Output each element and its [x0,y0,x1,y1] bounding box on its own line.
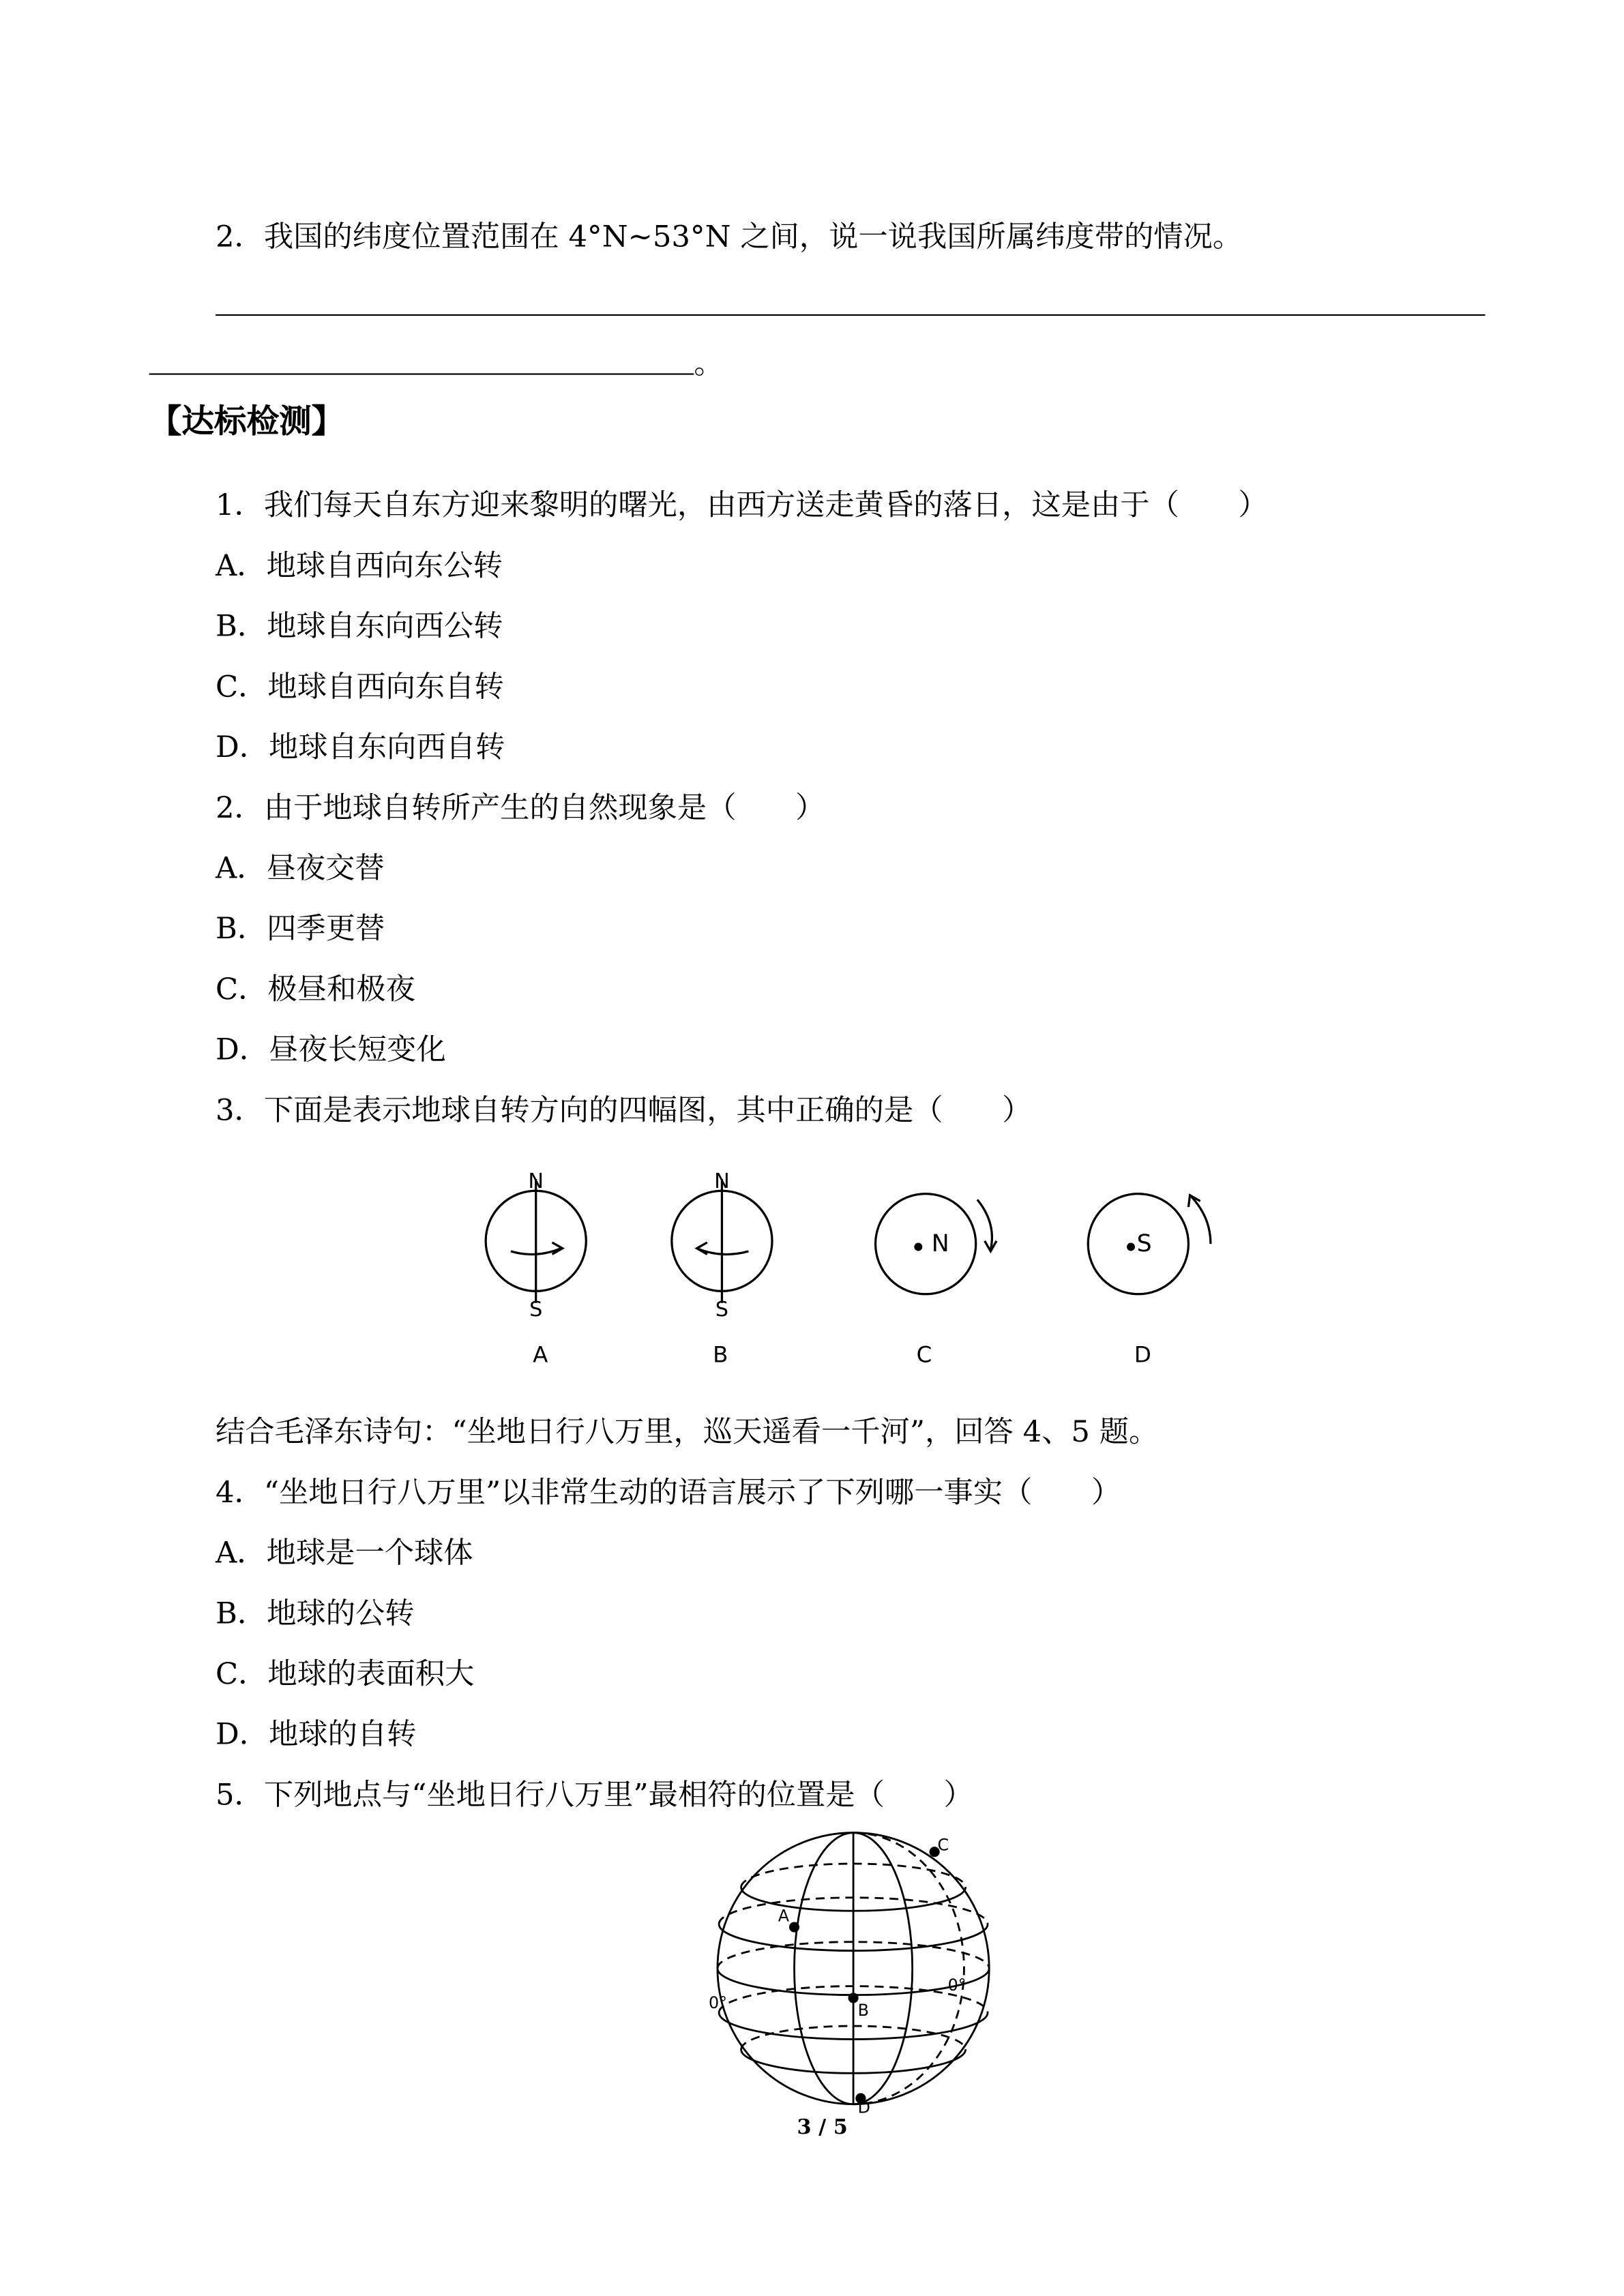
point-d-label: D [857,2098,870,2113]
equator-label-right: 0° [947,1976,966,1995]
point-b-label: B [857,2000,869,2020]
globe-d-arrow-curve [1192,1197,1211,1244]
page-number: 3 / 5 [797,2116,848,2140]
globe-d-pole-dot [1128,1244,1134,1250]
point-b-dot [848,1993,859,2003]
answer-line-2 [149,373,694,374]
globe-b-arrowhead [697,1242,707,1254]
q2-option-d: D．昼夜长短变化 [216,1031,446,1067]
diagram-b [672,1179,772,1303]
point-c-label: C [937,1835,949,1855]
q4-option-a: A．地球是一个球体 [216,1534,473,1570]
prev-question-2: 2．我国的纬度位置范围在 4°N~53°N 之间，说一说我国所属纬度带的情况。 [216,218,1243,254]
answer-line-1 [216,314,1485,316]
rotation-direction-figure [443,1159,1269,1380]
answer-end-mark: 。 [694,345,724,381]
point-a-label: A [778,1906,789,1926]
q1-option-c: C．地球自西向东自转 [216,668,504,704]
diagram-label-a: A [533,1341,548,1368]
q5-stem: 5．下列地点与“坐地日行八万里”最相符的位置是（ ） [216,1776,973,1813]
globe-c-circle [876,1194,976,1294]
diagram-label-c: C [916,1341,932,1368]
q4-option-d: D．地球的自转 [216,1716,417,1752]
point-a-dot [789,1922,799,1932]
q1-option-d: D．地球自东向西自转 [216,728,505,764]
q1-stem: 1．我们每天自东方迎来黎明的曙光，由西方送走黄昏的落日，这是由于（ ） [216,487,1268,523]
section-title: 【达标检测】 [149,404,344,442]
q1-option-b: B．地球自东向西公转 [216,608,503,644]
globe-figure [694,1818,1018,2113]
globe-a-north-label: N [528,1169,544,1193]
globe-a-south-label: S [529,1298,543,1322]
diagram-a [486,1179,586,1303]
diagram-label-b: B [713,1341,728,1368]
q2-option-c: C．极昼和极夜 [216,970,415,1007]
q2-stem: 2．由于地球自转所产生的自然现象是（ ） [216,789,825,825]
globe-c-pole-label: N [931,1229,949,1257]
globe-b-south-label: S [715,1298,729,1322]
globe-c-pole-dot [915,1244,921,1250]
globe-d-pole-label: S [1136,1229,1152,1257]
q4-option-b: B．地球的公转 [216,1595,415,1631]
q4-option-c: C．地球的表面积大 [216,1655,475,1691]
globe-b-north-label: N [714,1169,730,1193]
q3-stem: 3．下面是表示地球自转方向的四幅图，其中正确的是（ ） [216,1092,1032,1128]
q2-option-a: A．昼夜交替 [216,850,385,886]
intro-q4-q5: 结合毛泽东诗句：“坐地日行八万里，巡天遥看一千河”，回答 4、5 题。 [216,1414,1159,1449]
q4-stem: 4．“坐地日行八万里”以非常生动的语言展示了下列哪一事实（ ） [216,1474,1121,1510]
diagram-label-d: D [1134,1341,1151,1368]
equator-label-left: 0° [708,1993,728,2013]
q2-option-b: B．四季更替 [216,910,385,946]
globe-a-arrowhead [552,1242,563,1254]
q1-option-a: A．地球自西向东公转 [216,547,503,583]
